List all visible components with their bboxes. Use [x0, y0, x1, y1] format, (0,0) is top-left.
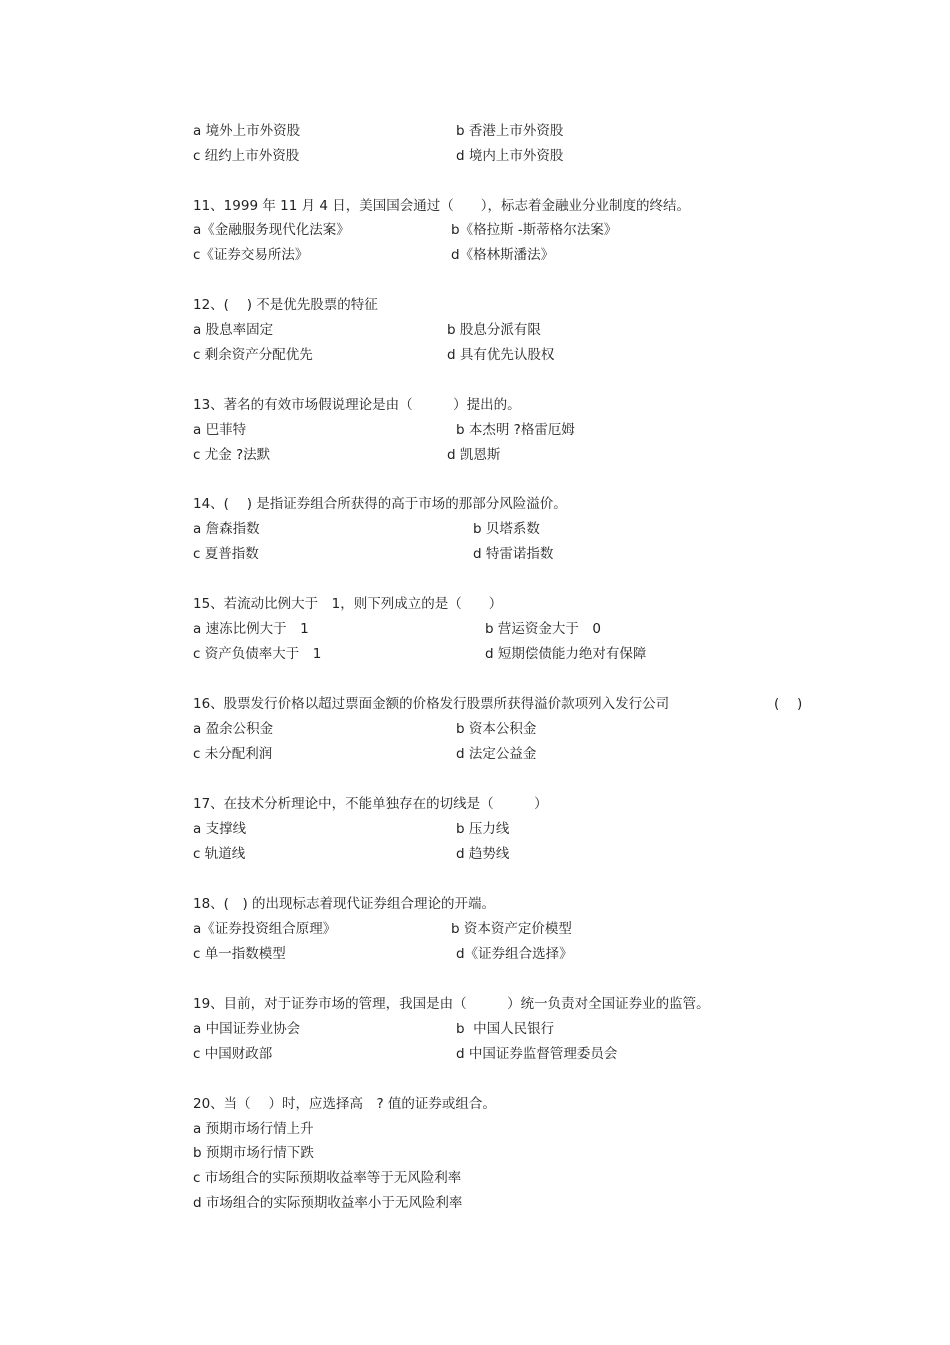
q19-question: 19、目前，对于证券市场的管理，我国是由（ ）统一负责对全国证券业的监管。 — [193, 996, 710, 1012]
q14-option-c: c 夏普指数 — [193, 546, 259, 562]
q18-option-d: d《证券组合选择》 — [456, 946, 573, 962]
q17-option-d: d 趋势线 — [456, 846, 510, 862]
q11-question: 11、1999 年 11 月 4 日，美国国会通过（ ），标志着金融业分业制度的终结。 — [193, 198, 691, 214]
q16-option-a: a 盈余公积金 — [193, 721, 274, 737]
q15-question: 15、若流动比例大于 1，则下列成立的是（ ） — [193, 596, 503, 612]
q11-option-d: d《格林斯潘法》 — [451, 247, 555, 263]
q15-option-a: a 速冻比例大于 1 — [193, 621, 309, 637]
q13-option-a: a 巴菲特 — [193, 422, 247, 438]
q18-option-a: a《证券投资组合原理》 — [193, 921, 337, 937]
q14-option-a: a 詹森指数 — [193, 521, 260, 537]
q16-option-d: d 法定公益金 — [456, 746, 537, 762]
q16-answer-blank: ( ) — [774, 696, 803, 712]
q16-option-b: b 资本公积金 — [456, 721, 537, 737]
q18-option-c: c 单一指数模型 — [193, 946, 286, 962]
q18-option-b: b 资本资产定价模型 — [451, 921, 572, 937]
q13-option-c: c 尤金 ?法默 — [193, 447, 271, 463]
q13-question: 13、著名的有效市场假说理论是由（ ）提出的。 — [193, 397, 521, 413]
q14-question: 14、( ) 是指证券组合所获得的高于市场的那部分风险溢价。 — [193, 496, 567, 512]
q20-option-c: c 市场组合的实际预期收益率等于无风险利率 — [193, 1170, 462, 1186]
q10-option-a: a 境外上市外资股 — [193, 123, 301, 139]
q15-option-b: b 营运资金大于 0 — [485, 621, 601, 637]
q19-option-b: b 中国人民银行 — [456, 1021, 555, 1037]
q11-option-a: a《金融服务现代化法案》 — [193, 222, 350, 238]
q12-option-a: a 股息率固定 — [193, 322, 274, 338]
q16-option-c: c 未分配利润 — [193, 746, 273, 762]
q19-option-a: a 中国证券业协会 — [193, 1021, 301, 1037]
q19-option-d: d 中国证券监督管理委员会 — [456, 1046, 618, 1062]
q12-question: 12、( ) 不是优先股票的特征 — [193, 297, 378, 313]
q17-option-c: c 轨道线 — [193, 846, 246, 862]
q19-option-c: c 中国财政部 — [193, 1046, 273, 1062]
q10-option-b: b 香港上市外资股 — [456, 123, 564, 139]
q11-option-b: b《格拉斯 -斯蒂格尔法案》 — [451, 222, 618, 238]
q20-option-b: b 预期市场行情下跌 — [193, 1145, 314, 1161]
q20-option-a: a 预期市场行情上升 — [193, 1121, 314, 1137]
q12-option-d: d 具有优先认股权 — [447, 347, 555, 363]
q13-option-d: d 凯恩斯 — [447, 447, 501, 463]
q20-option-d: d 市场组合的实际预期收益率小于无风险利率 — [193, 1195, 463, 1211]
q17-question: 17、在技术分析理论中，不能单独存在的切线是（ ） — [193, 796, 548, 812]
q15-option-c: c 资产负债率大于 1 — [193, 646, 322, 662]
q17-option-a: a 支撑线 — [193, 821, 247, 837]
q11-option-c: c《证券交易所法》 — [193, 247, 309, 263]
q14-option-d: d 特雷诺指数 — [473, 546, 554, 562]
q12-option-c: c 剩余资产分配优先 — [193, 347, 313, 363]
q10-option-d: d 境内上市外资股 — [456, 148, 564, 164]
q13-option-b: b 本杰明 ?格雷厄姆 — [456, 422, 575, 438]
q16-question: 16、股票发行价格以超过票面金额的价格发行股票所获得溢价款项列入发行公司 — [193, 696, 670, 712]
q14-option-b: b 贝塔系数 — [473, 521, 540, 537]
q18-question: 18、( ) 的出现标志着现代证券组合理论的开端。 — [193, 896, 496, 912]
q10-option-c: c 纽约上市外资股 — [193, 148, 300, 164]
q17-option-b: b 压力线 — [456, 821, 510, 837]
q20-question: 20、当（ ）时，应选择高 ? 值的证券或组合。 — [193, 1096, 496, 1112]
q15-option-d: d 短期偿债能力绝对有保障 — [485, 646, 647, 662]
q12-option-b: b 股息分派有限 — [447, 322, 541, 338]
